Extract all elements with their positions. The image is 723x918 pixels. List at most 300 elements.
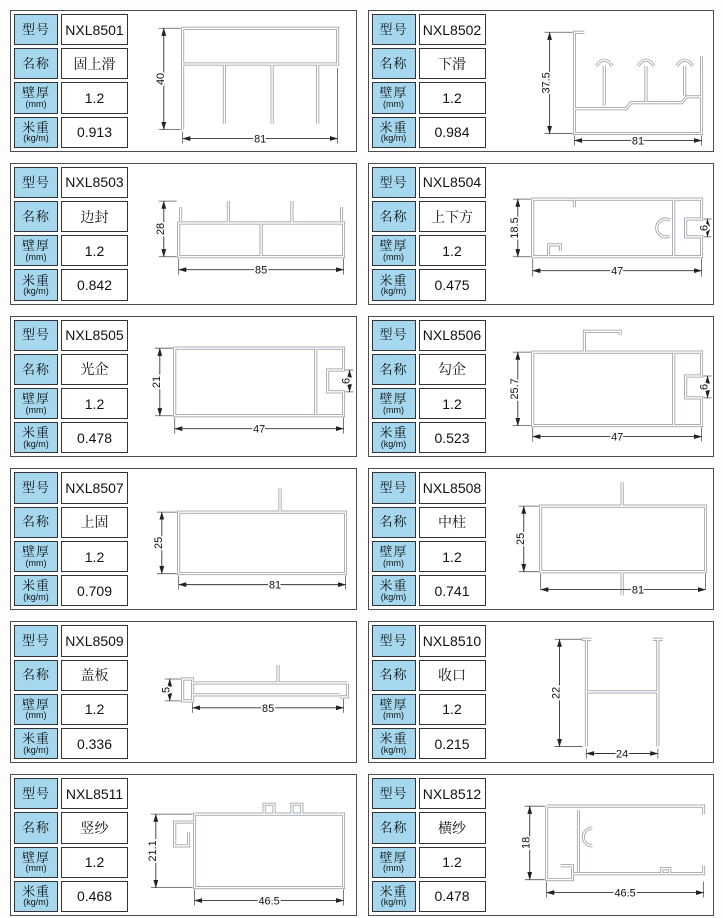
weight-label-cell [372,728,416,759]
weight-value-cell [419,422,486,453]
model-label: 型号 [379,21,408,37]
weight-label: 米重 [21,119,50,135]
spec-row-thickness [14,388,128,419]
height-dim-label: 25 [152,537,165,550]
profile-outline-inner [574,32,701,133]
width-dim-label: 81 [268,580,282,593]
weight-label-cell [14,728,58,759]
spec-table [369,164,489,304]
profile-card [10,316,357,458]
profile-card [368,10,715,152]
spec-table [369,622,489,762]
spec-row-model [14,14,128,45]
weight-label: 米重 [379,883,408,899]
weight-label: 米重 [379,119,408,135]
profile-drawing [131,622,356,762]
width-dim-label: 81 [631,585,644,598]
weight-value: 0.523 [434,429,470,446]
name-value: 中柱 [438,514,466,531]
spec-row-model [372,472,486,503]
profile-drawing [489,164,714,304]
name-label: 名称 [21,208,50,224]
spec-row-model [372,625,486,656]
spec-table [11,775,131,915]
weight-label-cell [14,117,58,148]
spec-row-thickness [372,694,486,725]
spec-row-model [14,320,128,351]
model-label-cell [372,472,416,503]
weight-unit: (kg/m) [380,591,407,602]
spec-row-thickness [372,541,486,572]
profile-drawing-area [489,775,714,915]
extension-lines [159,201,344,275]
profile-card [368,316,715,458]
thickness-unit: (mm) [25,251,47,262]
profile-card [10,468,357,610]
name-value: 盖板 [80,667,109,684]
thickness-label: 壁厚 [379,391,408,407]
thickness-label: 壁厚 [21,391,50,407]
spec-row-thickness [372,82,486,113]
model-value-cell [61,167,128,198]
name-value: 光企 [80,361,109,378]
spec-row-weight [372,881,486,912]
thickness-label-cell [372,235,416,266]
model-label: 型号 [379,327,408,343]
model-value-cell [61,472,128,503]
width-dim-label: 47 [253,423,266,436]
weight-label-cell [14,269,58,300]
name-value: 勾企 [438,361,466,378]
profile-drawing-area [131,622,356,762]
spec-row-model [372,778,486,809]
profile-card [10,621,357,763]
weight-unit: (kg/m) [23,286,49,297]
height-dim-label: 5 [160,687,173,694]
profile-outline-inner [546,806,703,880]
spec-row-thickness [372,235,486,266]
spec-row-weight [14,269,128,300]
profile-card [368,468,715,610]
weight-unit: (kg/m) [380,744,407,755]
weight-value: 0.741 [434,582,470,599]
profile-drawing [131,775,356,915]
thickness-label-cell [372,847,416,878]
extension-lines [518,507,705,590]
thickness-value-cell [61,847,128,878]
model-label-cell [372,778,416,809]
name-label-cell [372,660,416,691]
spec-row-model [14,167,128,198]
profile-card [10,163,357,305]
name-label-cell [14,812,58,843]
weight-unit: (kg/m) [23,744,49,755]
weight-value-cell [61,728,128,759]
thickness-value-cell [419,694,486,725]
spec-table [11,317,131,457]
thickness-value: 1.2 [442,242,462,259]
model-label: 型号 [21,327,50,343]
thickness-label: 壁厚 [21,543,50,559]
thickness-value: 1.2 [84,701,105,718]
spec-row-weight [14,422,128,453]
model-label-cell [372,167,416,198]
thickness-label-cell [14,82,58,113]
profile-outline-inner [175,348,344,416]
model-label: 型号 [21,21,50,37]
model-label-cell [14,625,58,656]
thickness-label: 壁厚 [379,849,408,865]
model-label-cell [14,320,58,351]
thickness-label: 壁厚 [21,238,50,254]
thickness-unit: (mm) [383,863,404,874]
model-label: 型号 [379,174,408,190]
thickness-value-cell [419,235,486,266]
thickness-value: 1.2 [84,242,105,259]
model-value-cell [61,14,128,45]
extension-lines [155,348,354,436]
thickness-value: 1.2 [84,548,105,565]
weight-value: 0.842 [76,277,113,294]
name-value-cell [61,660,128,691]
thickness-label-cell [14,235,58,266]
name-value-cell [61,354,128,385]
spec-row-name [14,812,128,843]
spec-table [369,317,489,457]
name-label: 名称 [21,361,50,377]
spec-row-thickness [14,847,128,878]
model-label-cell [372,625,416,656]
profile-drawing [489,622,714,762]
weight-label: 米重 [21,578,50,594]
profile-card [368,163,715,305]
weight-value: 0.475 [434,277,470,294]
spec-row-thickness [14,541,128,572]
weight-label-cell [14,575,58,606]
weight-label-cell [372,269,416,300]
model-value-cell [419,320,486,351]
profile-outline-inner [532,331,701,425]
spec-table [369,469,489,609]
model-value-cell [419,14,486,45]
weight-value-cell [61,117,128,148]
spec-row-name [372,201,486,232]
profile-outline [532,331,701,425]
spec-table [369,11,489,151]
thickness-value-cell [61,82,128,113]
thickness-label-cell [14,541,58,572]
height-dim-label: 28 [154,222,167,235]
height-dim-label: 22 [550,687,563,700]
height-dim-label: 25.7 [508,377,521,400]
profile-outline-inner [179,201,344,257]
name-value-cell [419,812,486,843]
width-dim-label: 85 [255,264,268,277]
profile-card [368,621,715,763]
weight-value-cell [419,117,486,148]
weight-label-cell [372,117,416,148]
thickness-label-cell [372,541,416,572]
thickness-label: 壁厚 [21,85,50,101]
model-label: 型号 [379,633,408,649]
name-value: 横纱 [438,819,466,836]
spec-table [11,622,131,762]
model-value-cell [61,778,128,809]
name-label-cell [14,507,58,538]
weight-value: 0.336 [76,735,113,752]
width-dim-label: 81 [254,133,267,146]
name-label-cell [372,48,416,79]
name-value-cell [61,201,128,232]
profile-outline [175,348,344,416]
height-dim-label: 18.5 [508,217,521,239]
spec-row-thickness [14,235,128,266]
profile-drawing-area [131,775,356,915]
weight-label-cell [372,881,416,912]
thickness-label: 壁厚 [379,696,408,712]
extension-lines [554,640,657,759]
width-dim-label: 46.5 [258,895,280,908]
profile-drawing [131,11,356,151]
profile-card [368,774,715,916]
model-value: NXL8503 [65,174,124,191]
model-value-cell [61,320,128,351]
weight-value: 0.215 [434,735,470,752]
spec-row-name [14,507,128,538]
model-value: NXL8508 [422,480,482,497]
profile-card [10,10,357,152]
thickness-value: 1.2 [442,548,462,565]
model-value: NXL8511 [65,785,124,802]
thickness-value-cell [61,694,128,725]
thickness-unit: (mm) [25,404,47,415]
width-dim-label: 47 [610,431,623,444]
spec-table [11,11,131,151]
weight-label: 米重 [21,425,50,441]
weight-value-cell [61,422,128,453]
spec-row-model [14,472,128,503]
thickness-unit: (mm) [383,99,404,110]
weight-value: 0.468 [76,888,113,905]
thickness-label: 壁厚 [379,238,408,254]
profile-drawing-area [489,164,714,304]
thickness-value-cell [419,388,486,419]
name-label: 名称 [379,667,408,683]
name-label-cell [14,354,58,385]
name-label-cell [372,201,416,232]
profile-card [10,774,357,916]
spec-row-name [14,660,128,691]
name-label-cell [372,354,416,385]
weight-value: 0.478 [434,888,470,905]
thickness-label-cell [14,847,58,878]
name-value-cell [419,201,486,232]
spec-row-weight [14,575,128,606]
profile-drawing-area [131,469,356,609]
name-label: 名称 [21,514,50,530]
spec-row-weight [14,117,128,148]
weight-value-cell [419,881,486,912]
profile-drawing [131,317,356,457]
weight-value-cell [61,881,128,912]
profile-drawing [489,469,714,609]
spec-row-thickness [372,388,486,419]
name-label: 名称 [379,361,408,377]
name-value-cell [61,48,128,79]
weight-value-cell [61,269,128,300]
profile-grid [10,10,714,916]
profile-outline-inner [175,804,344,887]
profile-outline [546,806,703,880]
spec-row-weight [372,575,486,606]
profile-outline [179,489,346,574]
weight-label-cell [372,422,416,453]
extension-lines [159,28,338,143]
weight-unit: (kg/m) [380,438,407,449]
model-value: NXL8504 [422,174,482,191]
profile-drawing-area [131,317,356,457]
thickness-unit: (mm) [383,404,404,415]
thickness-unit: (mm) [383,557,404,568]
model-label: 型号 [379,480,408,496]
name-label: 名称 [21,667,50,683]
thickness-value-cell [61,235,128,266]
side-dim-label: 6 [340,377,353,384]
name-label-cell [14,660,58,691]
model-value: NXL8507 [65,480,124,497]
spec-row-weight [372,728,486,759]
height-dim-label: 21.1 [146,840,159,862]
weight-value: 0.913 [76,124,113,141]
name-value-cell [61,812,128,843]
extension-lines [157,513,346,593]
weight-label: 米重 [379,578,408,594]
model-value: NXL8506 [422,327,482,344]
thickness-value-cell [61,541,128,572]
profile-outline-inner [532,199,701,257]
name-label: 名称 [21,820,50,836]
width-dim-label: 24 [615,748,628,761]
spec-row-model [14,778,128,809]
spec-row-name [14,201,128,232]
weight-unit: (kg/m) [23,897,49,908]
model-label: 型号 [21,785,50,801]
weight-label: 米重 [379,425,408,441]
thickness-value: 1.2 [442,701,462,718]
thickness-label-cell [14,388,58,419]
thickness-value: 1.2 [442,854,462,871]
spec-row-weight [14,881,128,912]
width-dim-label: 85 [262,703,275,716]
thickness-label: 壁厚 [21,849,50,865]
model-value-cell [61,625,128,656]
height-dim-label: 25 [514,533,527,546]
thickness-label-cell [14,694,58,725]
model-value-cell [419,778,486,809]
weight-label: 米重 [21,731,50,746]
profile-outline [581,640,662,747]
thickness-label-cell [372,82,416,113]
name-label-cell [372,507,416,538]
spec-table [11,164,131,304]
profile-drawing-area [489,317,714,457]
profile-outline [540,483,705,596]
profile-drawing [489,317,714,457]
spec-row-model [14,625,128,656]
weight-label: 米重 [21,272,50,288]
thickness-label: 壁厚 [379,85,408,101]
name-value: 收口 [438,667,466,684]
weight-label: 米重 [379,272,408,288]
weight-label: 米重 [379,731,408,746]
width-dim-label: 46.5 [613,887,636,900]
thickness-label-cell [372,694,416,725]
height-dim-label: 18 [520,837,533,850]
model-label: 型号 [379,785,408,801]
height-dim-label: 37.5 [540,72,553,94]
name-label-cell [14,48,58,79]
spec-row-model [372,320,486,351]
name-value-cell [419,48,486,79]
weight-unit: (kg/m) [380,286,407,297]
model-label: 型号 [21,480,50,496]
weight-value-cell [419,575,486,606]
spec-row-name [14,48,128,79]
height-dim-label: 40 [154,72,167,85]
profile-drawing-area [131,11,356,151]
weight-label-cell [14,422,58,453]
profile-outline [532,199,701,257]
profile-drawing [131,164,356,304]
profile-outline [175,804,344,887]
profile-drawing [131,469,356,609]
model-label-cell [14,778,58,809]
name-value: 上下方 [431,208,473,225]
name-label: 名称 [379,514,408,530]
thickness-value: 1.2 [442,395,462,412]
spec-table [369,775,489,915]
spec-row-model [372,14,486,45]
name-value: 下滑 [438,55,466,72]
name-label-cell [14,201,58,232]
thickness-label: 壁厚 [379,543,408,559]
profile-outline-inner [183,665,348,701]
thickness-value: 1.2 [442,90,462,106]
profile-outline-inner [183,28,338,129]
model-value-cell [419,167,486,198]
thickness-value: 1.2 [84,90,105,106]
thickness-label-cell [372,388,416,419]
model-value: NXL8505 [65,327,124,344]
thickness-unit: (mm) [25,557,47,568]
extension-lines [524,806,703,897]
name-label: 名称 [21,55,50,71]
spec-row-weight [372,117,486,148]
thickness-unit: (mm) [25,863,47,874]
model-label-cell [372,14,416,45]
name-value-cell [61,507,128,538]
weight-label: 米重 [21,883,50,899]
spec-row-name [372,354,486,385]
weight-unit: (kg/m) [380,133,407,144]
spec-row-thickness [372,847,486,878]
name-value: 固上滑 [73,55,116,72]
spec-row-weight [14,728,128,759]
name-value-cell [419,354,486,385]
model-value: NXL8502 [422,21,482,38]
weight-value-cell [419,269,486,300]
height-dim-label: 21 [150,375,163,388]
